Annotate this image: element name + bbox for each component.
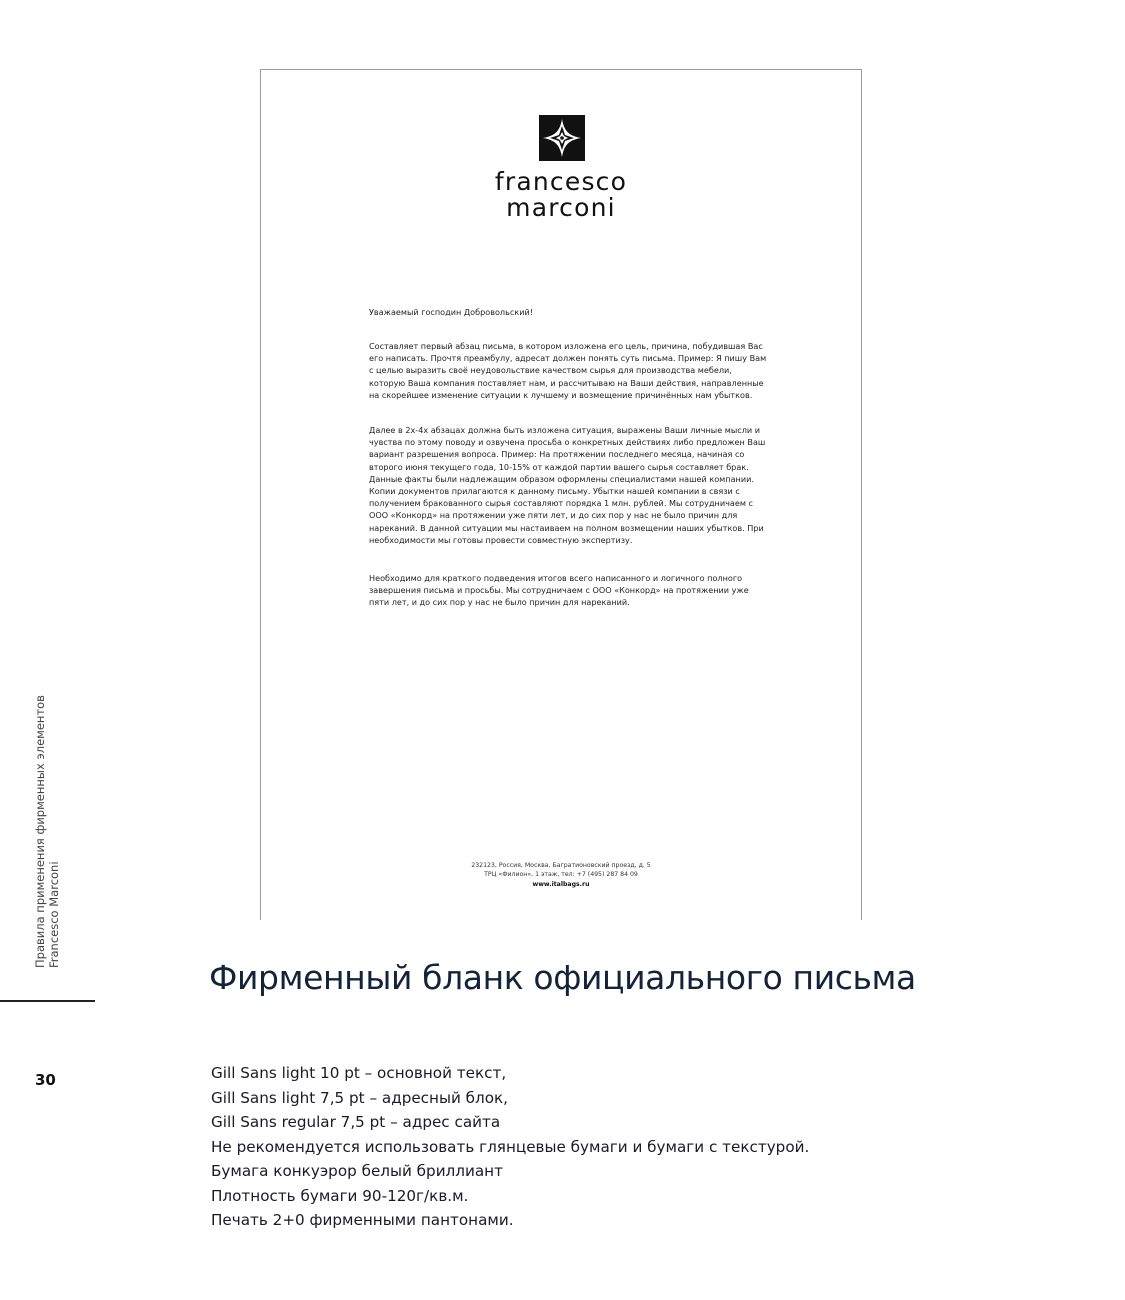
- spec-item: Плотность бумаги 90-120г/кв.м.: [211, 1186, 469, 1205]
- spec-item: Не рекомендуется использовать глянцевые бумаги и бумаги с текстурой.: [211, 1137, 810, 1156]
- side-caption-line-1: Правила применения фирменных элементов: [33, 695, 47, 968]
- side-divider: [0, 1000, 95, 1002]
- spec-item: Бумага конкуэрор белый бриллиант: [211, 1162, 503, 1180]
- page-number: 30: [35, 1071, 56, 1089]
- brand-logo-icon: [539, 115, 585, 161]
- spec-item: Gill Sans light 10 pt – основной текст,: [211, 1064, 507, 1082]
- brand-name-line-1: francesco: [494, 167, 628, 196]
- side-caption-line-2: Francesco Marconi: [47, 861, 61, 968]
- side-caption: [33, 695, 61, 968]
- address-block: [261, 861, 861, 889]
- spec-item: Gill Sans light 7,5 pt – адресный блок,: [211, 1088, 509, 1107]
- letter-paragraph-1: Составляет первый абзац письма, в котором изложена его цель, причина, побудившая Вас его написать. Прочтя преамбулу, адресат должен понять суть письма. Пример: Я пишу Вам с целью выразить своё неудовольствие качеством сырья для производства мебели, которую Ваша компания поставляет нам, и рассчитываю на Ваши действия, направленные на скорейшее изменение ситуации к лучшему и возмещение причинённых нам убытков.: [369, 341, 767, 400]
- letter-paragraph-3: Необходимо для краткого подведения итогов всего написанного и логичного полного завершения письма и просьбы. Мы сотрудничаем с ООО «Конкорд» на протяжении уже пяти лет, и до сих пор у нас не было причин для нареканий.: [369, 573, 749, 608]
- letter-paragraph-2: Далее в 2х-4х абзацах должна быть изложена ситуация, выражены Ваши личные мысли и чувства по этому поводу и озвучена просьба о конкретных действиях либо предложен Ваш вариант разрешения вопроса. Пример: На протяжении последнего месяца, начиная со второго июня текущего года, 10-15% от каждой партии вашего сырья составляет брак. Данные факты были надлежащим образом оформлены специалистами нашей компании. Копии документов прилагаются к данному письму. Убытки нашей компании в связи с получением бракованного сырья составляют порядка 1 млн. рублей. Мы сотрудничаем с ООО «Конкорд» на протяжении уже пяти лет, и до сих пор у нас не было причин для нареканий. В данной ситуации мы настаиваем на полном возмещении наших убытков. При необходимости мы готовы провести совместную экспертизу.: [369, 425, 766, 545]
- spec-item: Печать 2+0 фирменными пантонами.: [211, 1211, 514, 1229]
- letterhead-sheet: [260, 69, 862, 920]
- spec-item: Gill Sans regular 7,5 pt – адрес сайта: [211, 1113, 501, 1131]
- page-title: Фирменный бланк официального письма: [209, 958, 916, 997]
- website-link[interactable]: www.italbags.ru: [532, 880, 590, 888]
- letter-greeting: Уважаемый господин Добровольский!: [369, 307, 533, 317]
- address-line-2: ТРЦ «Филион», 1 этаж, тел: +7 (495) 287 84 09: [484, 871, 638, 879]
- brand-name-line-2: marconi: [506, 193, 616, 222]
- spec-list: [211, 1061, 809, 1233]
- address-line-1: 232123, Россия, Москва, Багратионовский проезд, д. 5: [471, 862, 651, 869]
